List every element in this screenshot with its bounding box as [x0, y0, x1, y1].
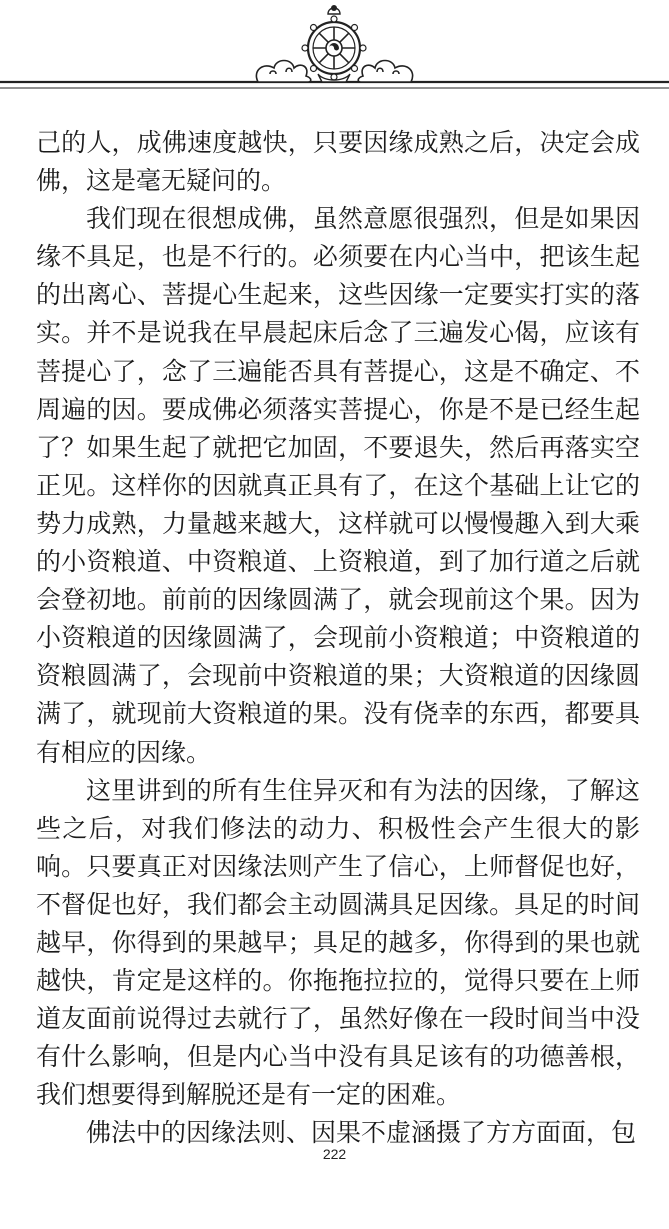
- auspicious-cloud-icon: [256, 61, 310, 83]
- body-text: [36, 124, 640, 1153]
- paragraph: 己的人，成佛速度越快，只要因缘成熟之后，决定会成佛，这是毫无疑问的。: [36, 128, 640, 196]
- auspicious-cloud-icon: [358, 61, 412, 83]
- page-number: 222: [322, 1146, 347, 1162]
- header-ornament: [0, 0, 669, 100]
- paragraph: 这里讲到的所有生住异灭和有为法的因缘，了解这些之后，对我们修法的动力、积极性会产生很大的影响。只要真正对因缘法则产生了信心，上师督促也好，不督促也好，我们都会主动圆满具足因缘。具足的时间越早，你得到的果越早；具足的越多，你得到的果也就越快，肯定是这样的。你拖拖拉拉的，觉得只要在上师道友面前说得过去就行了，虽然好像在一段时间当中没有什么影响，但是内心当中没有具足该有的功德善根，我们想要得到解脱还是有一定的困难。: [36, 775, 640, 1110]
- dharma-wheel-icon: [302, 5, 366, 82]
- paragraph: 佛法中的因缘法则、因果不虚涵摄了方方面面，包: [86, 1118, 637, 1148]
- page-header: [0, 0, 669, 100]
- paragraph: 我们现在很想成佛，虽然意愿很强烈，但是如果因缘不具足，也是不行的。必须要在内心当中，把该生起的出离心、菩提心生起来，这些因缘一定要实打实的落实。并不是说我在早晨起床后念了三遍发心偈，应该有菩提心了，念了三遍能否具有菩提心，这是不确定、不周遍的因。要成佛必须落实菩提心，你是不是已经生起了？如果生起了就把它加固，不要退失，然后再落实空正见。这样你的因就真正具有了，在这个基础上让它的势力成熟，力量越来越大，这样就可以慢慢趣入到大乘的小资粮道、中资粮道、上资粮道，到了加行道之后就会登初地。前前的因缘圆满了，就会现前这个果。因为小资粮道的因缘圆满了，会现前小资粮道；中资粮道的资粮圆满了，会现前中资粮道的果；大资粮道的因缘圆满了，就现前大资粮道的果。没有侥幸的东西，都要具有相应的因缘。: [36, 204, 640, 767]
